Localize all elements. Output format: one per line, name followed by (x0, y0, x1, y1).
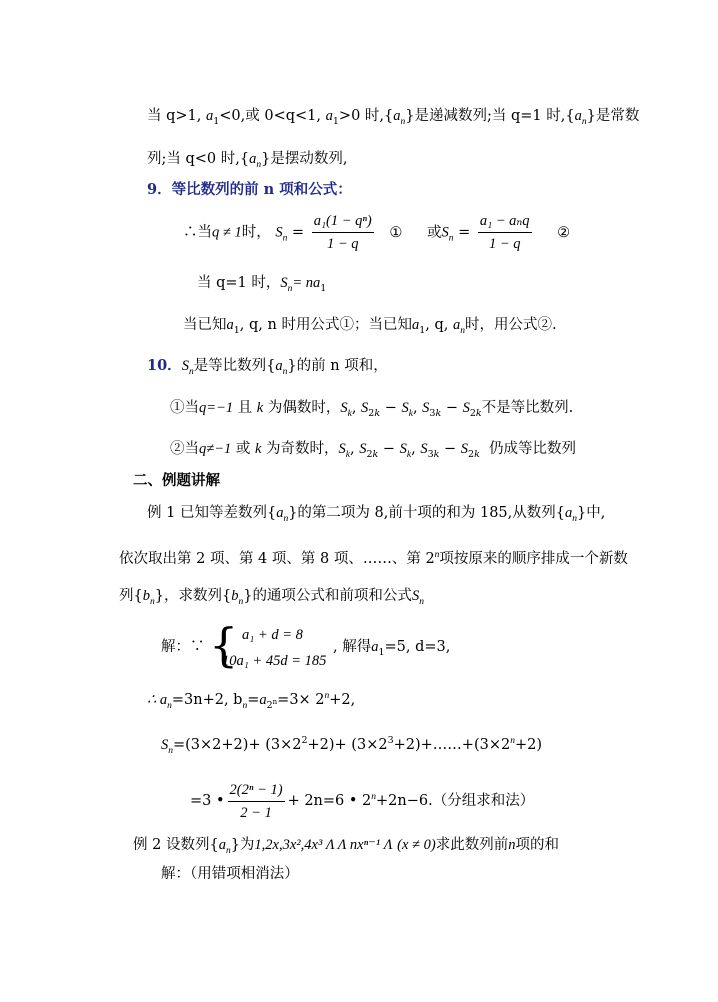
text-line: 10．$S_n$是等比数列$\{a_n\}$的前 n 项和， (147, 357, 388, 377)
math-expr: ∴ a (147, 692, 168, 708)
text-run: ②当 (170, 441, 199, 457)
numerator: a₁(1 − qⁿ) (312, 212, 374, 233)
text-run: 或 (231, 441, 255, 457)
text-run: 的前 n 项和， (296, 358, 388, 374)
text-run: , q, n 时用公式①；当已知 (239, 317, 412, 333)
denominator: 1 − q (326, 236, 359, 252)
text-run: = (287, 224, 309, 241)
formula-label: ① (389, 224, 403, 241)
numerator: 2(2ⁿ − 1) (228, 781, 285, 802)
text-run: 的通项公式和前项和公式 (252, 588, 412, 604)
text-run: 项的和 (515, 837, 559, 853)
text-line: ∴ $a_n=3n+2$, $b_n=a_{2^n}=3\times 2^n+2$, (147, 691, 356, 711)
text-run: 当 q=1 时， (197, 275, 281, 291)
text-line: 依次取出第 2 项、第 4 项、第 8 项、……、第 2$^n$项按原来的顺序排成一个新数 (119, 550, 628, 567)
text-line: 例 1 已知等差数列$\{a_n\}$的第二项为 8,前十项的和为 185,从数列$\{a_n\}$中, (147, 505, 606, 524)
section-heading: 二、例题讲解 (133, 472, 220, 489)
denominator: 1 − q (488, 236, 521, 252)
text-run: 求此数列前 (435, 837, 509, 853)
text-line: 列;当 q<0 时$,\{a_n\}$是摆动数列, (147, 151, 348, 170)
text-line: 例 2 设数列$\{a_n\}$为1,2x,3x²,4x³ Λ Λ nxⁿ⁻¹ Λ (x ≠ 0)求此数列前n项的和 (133, 837, 559, 856)
fraction (312, 212, 374, 253)
text-line: 当 q>1, $a_1<0$,或 0<q<1, $a_1>0$ 时$,\{a_n\}$是递减数列;当 q=1 时$,\{a_n\}$是常数 (147, 108, 640, 127)
equation: a₁ + d = 8 (242, 627, 303, 643)
text-line: , 解得$a_1=5$, d=3, (333, 639, 451, 658)
fraction (228, 781, 285, 822)
text-run: , q, (425, 317, 453, 333)
text-run: 为 (239, 837, 255, 853)
text-run: +2, (329, 692, 356, 708)
text-run: 且 (233, 400, 257, 416)
denominator: 2 − 1 (240, 804, 272, 821)
text-line: 列$\{b_n\}$，求数列$\{b_n\}$的通项公式和前项和公式$S_n$ (119, 588, 424, 607)
text-line: 解：（用错项相消法） (161, 866, 299, 882)
text-run: +2)+……+(3×2 (393, 737, 511, 753)
text-run: +2) (514, 737, 543, 753)
math-expr: q=−1 (199, 400, 234, 416)
section-number: 10． (147, 357, 182, 374)
text-run: 当 q>1, (147, 108, 206, 124)
text-line: 当已知$a_1$, q, n 时用公式①；当已知$a_1$, q, $a_n$时，用公式②. (183, 317, 557, 336)
formula-label: ② (557, 224, 571, 241)
text-line: $S_n=(3\times 2+2)+ (3\times 2^2+2)+$ $(3\times 2^3+2)+\dots\dots+(3\times 2^n+2)$ (161, 735, 543, 756)
text-run: =3 • (190, 793, 225, 809)
text-run: +2)+ (3×2 (307, 737, 388, 753)
text-line (161, 637, 205, 657)
text-run: 列 (119, 588, 134, 604)
text-run: + 2n=6 • 2 (287, 793, 372, 809)
math-expr: q≠−1 (199, 441, 232, 457)
text-run: 列;当 q<0 时, (147, 151, 240, 167)
text-run: ①当 (170, 400, 199, 416)
text-run: 是等比数列 (193, 358, 267, 374)
text-run: 时，用公式②. (464, 317, 557, 333)
section-heading: 9．等比数列的前 n 项和公式： (147, 181, 352, 198)
text-run: 例 2 设数列 (133, 837, 210, 853)
text-run: =5, d=3, (384, 639, 451, 655)
text-run: 的第二项为 8,前十项的和为 185,从数列 (297, 505, 556, 521)
math-expr: = na (292, 275, 321, 291)
text-run: +2n−6.（分组求和法） (376, 793, 535, 809)
text-run: 是递减数列;当 q=1 时, (414, 108, 566, 124)
text-run: <0,或 0<q<1, (219, 108, 326, 124)
text-run: 中, (586, 505, 606, 521)
text-run: 依次取出第 2 项、第 4 项、第 8 项、……、第 2 (119, 551, 435, 567)
text-run: 或 (426, 224, 442, 241)
text-run: =3n+2, b (171, 692, 243, 708)
text-line: =3 • $\frac{\text{2(2ⁿ − 1)}}{2 - 1}$ + 2n=6 • $2^n+2n-6$.（分组求和法） (190, 781, 535, 821)
text-run: 当已知 (183, 317, 227, 333)
text-run: 解：∵ (161, 639, 205, 655)
math-expr: (x ≠ 0) (397, 837, 436, 853)
text-run: 仍成等比数列 (489, 441, 577, 457)
text-run: =3× 2 (277, 692, 325, 708)
math-expr: k (254, 441, 262, 457)
math-expr: S (275, 224, 283, 241)
text-run: ，求数列 (163, 588, 222, 604)
math-expr: 1,2x,3x²,4x³ Λ Λ nxⁿ⁻¹ Λ (254, 837, 393, 853)
text-run: =(3×2+2)+ (3×2 (173, 737, 302, 753)
text-run: 是常数 (595, 108, 640, 124)
system-brace: { (209, 618, 239, 672)
text-line: ②当q≠−1 或 k 为奇数时，$S_k$, $S_{2k} - S_k$, $S_{3k} - S_{2k}$ 仍成等比数列 (170, 441, 577, 460)
text-run: 是摆动数列, (270, 151, 348, 167)
text-line: ①当q=−1 且 k 为偶数时，$S_k$, $S_{2k} - S_k$, $S_{3k} - S_{2k}$不是等比数列. (170, 400, 574, 419)
text-run: , 解得 (333, 639, 372, 655)
equation: 10a₁ + 45d = 185 (222, 653, 327, 669)
sum-formula: ∴当q ≠ 1时， $S_n$ = $\frac{\text{a₁(1 − qⁿ)}}{1 - q}$ ① 或$S_n$ = $\frac{\text{a₁ − aₙq}}{1 - q}$ ② (183, 213, 571, 252)
text-run: 不是等比数列. (481, 400, 574, 416)
text-run: ∴当 (183, 224, 212, 241)
math-expr: q ≠ 1 (212, 224, 242, 241)
text-run: 例 1 已知等差数列 (147, 505, 267, 521)
numerator: a₁ − aₙq (478, 212, 532, 233)
text-run: 为奇数时， (261, 441, 339, 457)
text-run: 时， (241, 224, 271, 241)
text-run: >0 时, (338, 108, 385, 124)
text-line: 当 q=1 时，$S_n= na_1$ (197, 275, 327, 294)
fraction (478, 212, 532, 253)
math-expr: k (256, 400, 264, 416)
text-run: 为偶数时， (263, 400, 341, 416)
text-run: 项按原来的顺序排成一个新数 (439, 551, 628, 567)
math-expr: n (508, 837, 516, 853)
